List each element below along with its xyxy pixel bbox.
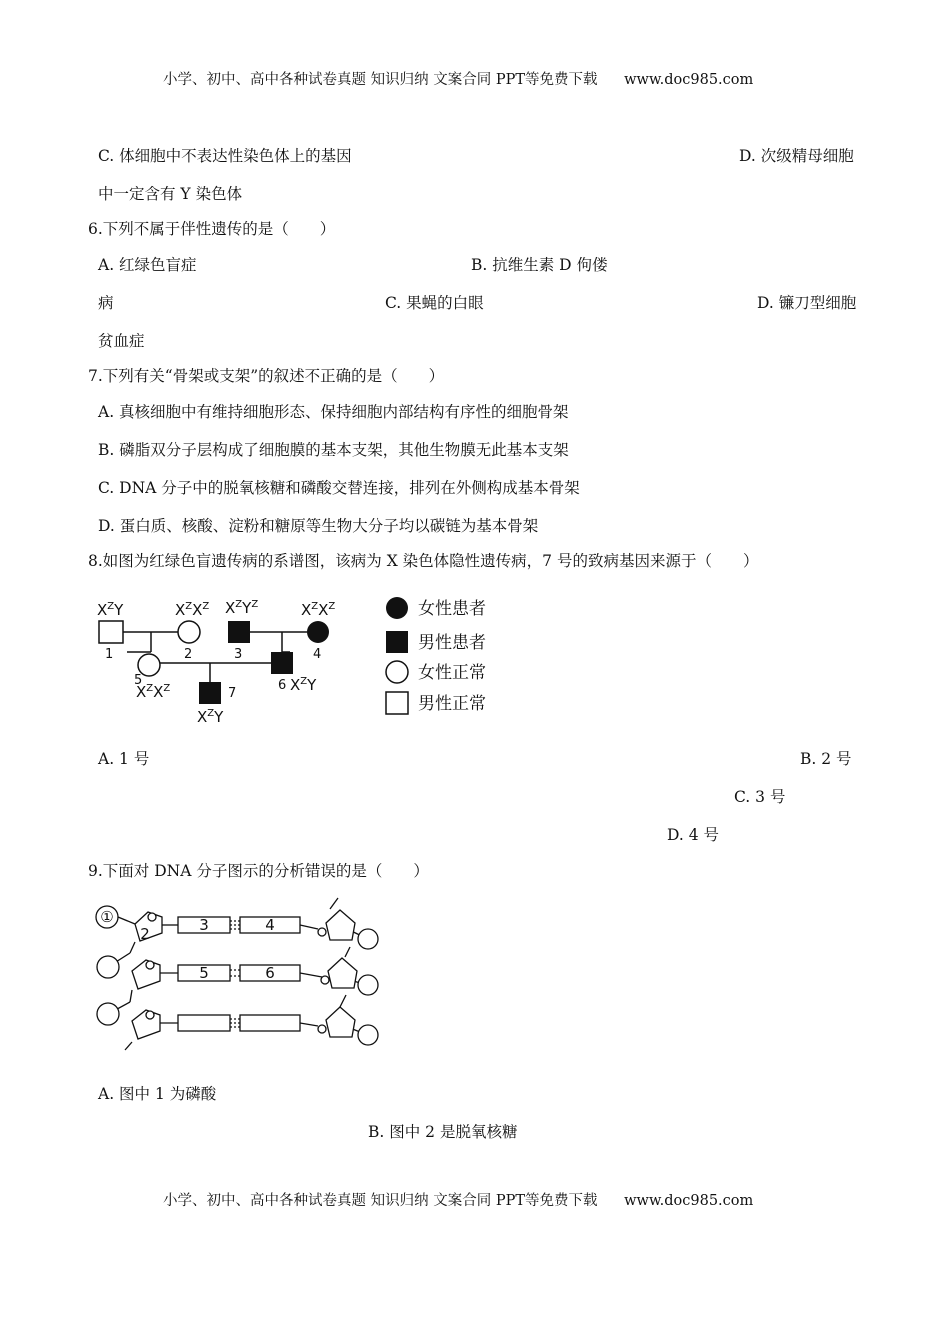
genotype-p6: $X^ZY$ bbox=[290, 676, 317, 694]
q8-option-d: D. 4 号 bbox=[667, 826, 720, 844]
genotype-p7: $X^ZY$ bbox=[197, 708, 224, 726]
q9-option-a: A. 图中 1 为磷酸 bbox=[98, 1085, 217, 1103]
q6-option-d-head: D. 镰刀型细胞 bbox=[757, 294, 857, 312]
number-1: 1 bbox=[105, 647, 114, 662]
q7-stem: 7.下列有关“骨架或支架”的叙述不正确的是（ ） bbox=[88, 367, 445, 385]
number-6: 6 bbox=[278, 678, 287, 693]
q7-option-b: B. 磷脂双分子层构成了细胞膜的基本支架，其他生物膜无此基本支架 bbox=[98, 441, 569, 459]
header-url: www.doc985.com bbox=[624, 72, 754, 88]
q6-option-c: C. 果蝇的白眼 bbox=[385, 294, 484, 312]
legend-female-normal: 女性正常 bbox=[418, 663, 486, 683]
genotype-p5: $X^ZX^Z$ bbox=[136, 683, 171, 701]
q8-option-b: B. 2 号 bbox=[800, 750, 852, 768]
pedigree-diagram bbox=[90, 592, 500, 732]
number-4: 4 bbox=[313, 647, 322, 662]
legend-female-affected-symbol bbox=[386, 597, 408, 619]
q5-option-c: C. 体细胞中不表达性染色体上的基因 bbox=[98, 147, 352, 165]
genotype-p2: $X^ZX^Z$ bbox=[175, 601, 210, 619]
footer-text: 小学、初中、高中各种试卷真题 知识归纳 文案合同 PPT等免费下载 bbox=[163, 1193, 598, 1209]
page-header bbox=[163, 70, 753, 90]
q6-option-a: A. 红绿色盲症 bbox=[98, 256, 197, 274]
genotype-p3: $X^ZY^Z$ bbox=[225, 599, 259, 617]
legend-male-affected-symbol bbox=[386, 631, 408, 653]
dna-label-2: 2 bbox=[140, 925, 150, 943]
legend-male-normal: 男性正常 bbox=[418, 694, 486, 714]
q6-option-b-head: B. 抗维生素 D 佝偻 bbox=[471, 256, 608, 274]
legend-male-affected: 男性患者 bbox=[418, 633, 486, 653]
legend-female-normal-symbol bbox=[386, 661, 408, 683]
individual-7-male-affected bbox=[199, 682, 221, 704]
q6-stem: 6.下列不属于伴性遗传的是（ ） bbox=[88, 220, 336, 238]
individual-4-female-affected bbox=[307, 621, 329, 643]
q5-option-d-tail: 中一定含有 Y 染色体 bbox=[98, 185, 243, 203]
number-5: 5 bbox=[134, 673, 143, 688]
individual-1-male-normal bbox=[99, 621, 123, 643]
q8-option-a: A. 1 号 bbox=[98, 750, 150, 768]
genotype-p1: $X^ZY$ bbox=[97, 601, 124, 619]
q7-option-c: C. DNA 分子中的脱氧核糖和磷酸交替连接，排列在外侧构成基本骨架 bbox=[98, 479, 580, 497]
legend-male-normal-symbol bbox=[386, 692, 408, 714]
legend-female-affected: 女性患者 bbox=[418, 599, 486, 619]
q7-option-a: A. 真核细胞中有维持细胞形态、保持细胞内部结构有序性的细胞骨架 bbox=[98, 403, 569, 421]
dna-label-3: 3 bbox=[199, 916, 209, 934]
individual-6-male-affected bbox=[271, 652, 293, 674]
dna-label-4: 4 bbox=[265, 916, 275, 934]
number-3: 3 bbox=[234, 647, 243, 662]
q9-option-b: B. 图中 2 是脱氧核糖 bbox=[368, 1123, 518, 1141]
genotype-p4: $X^ZX^Z$ bbox=[301, 601, 336, 619]
dna-diagram bbox=[90, 895, 390, 1055]
dna-label-6: 6 bbox=[265, 964, 275, 982]
q9-stem: 9.下面对 DNA 分子图示的分析错误的是（ ） bbox=[88, 862, 429, 880]
header-text: 小学、初中、高中各种试卷真题 知识归纳 文案合同 PPT等免费下载 bbox=[163, 72, 598, 88]
page-footer bbox=[163, 1191, 753, 1211]
q5-option-d-head: D. 次级精母细胞 bbox=[739, 147, 854, 165]
q8-stem: 8.如图为红绿色盲遗传病的系谱图，该病为 X 染色体隐性遗传病，7 号的致病基因来源于（ ） bbox=[88, 552, 759, 570]
individual-3-male-affected bbox=[228, 621, 250, 643]
q8-option-c: C. 3 号 bbox=[734, 788, 786, 806]
individual-2-female-normal bbox=[178, 621, 200, 643]
number-2: 2 bbox=[184, 647, 193, 662]
dna-label-5: 5 bbox=[199, 964, 209, 982]
q6-option-b-tail: 病 bbox=[98, 294, 114, 312]
q7-option-d: D. 蛋白质、核酸、淀粉和糖原等生物大分子均以碳链为基本骨架 bbox=[98, 517, 539, 535]
footer-url: www.doc985.com bbox=[624, 1193, 754, 1209]
dna-label-1: ① bbox=[100, 908, 114, 926]
number-7: 7 bbox=[228, 686, 237, 701]
q6-option-d-tail: 贫血症 bbox=[98, 332, 145, 350]
